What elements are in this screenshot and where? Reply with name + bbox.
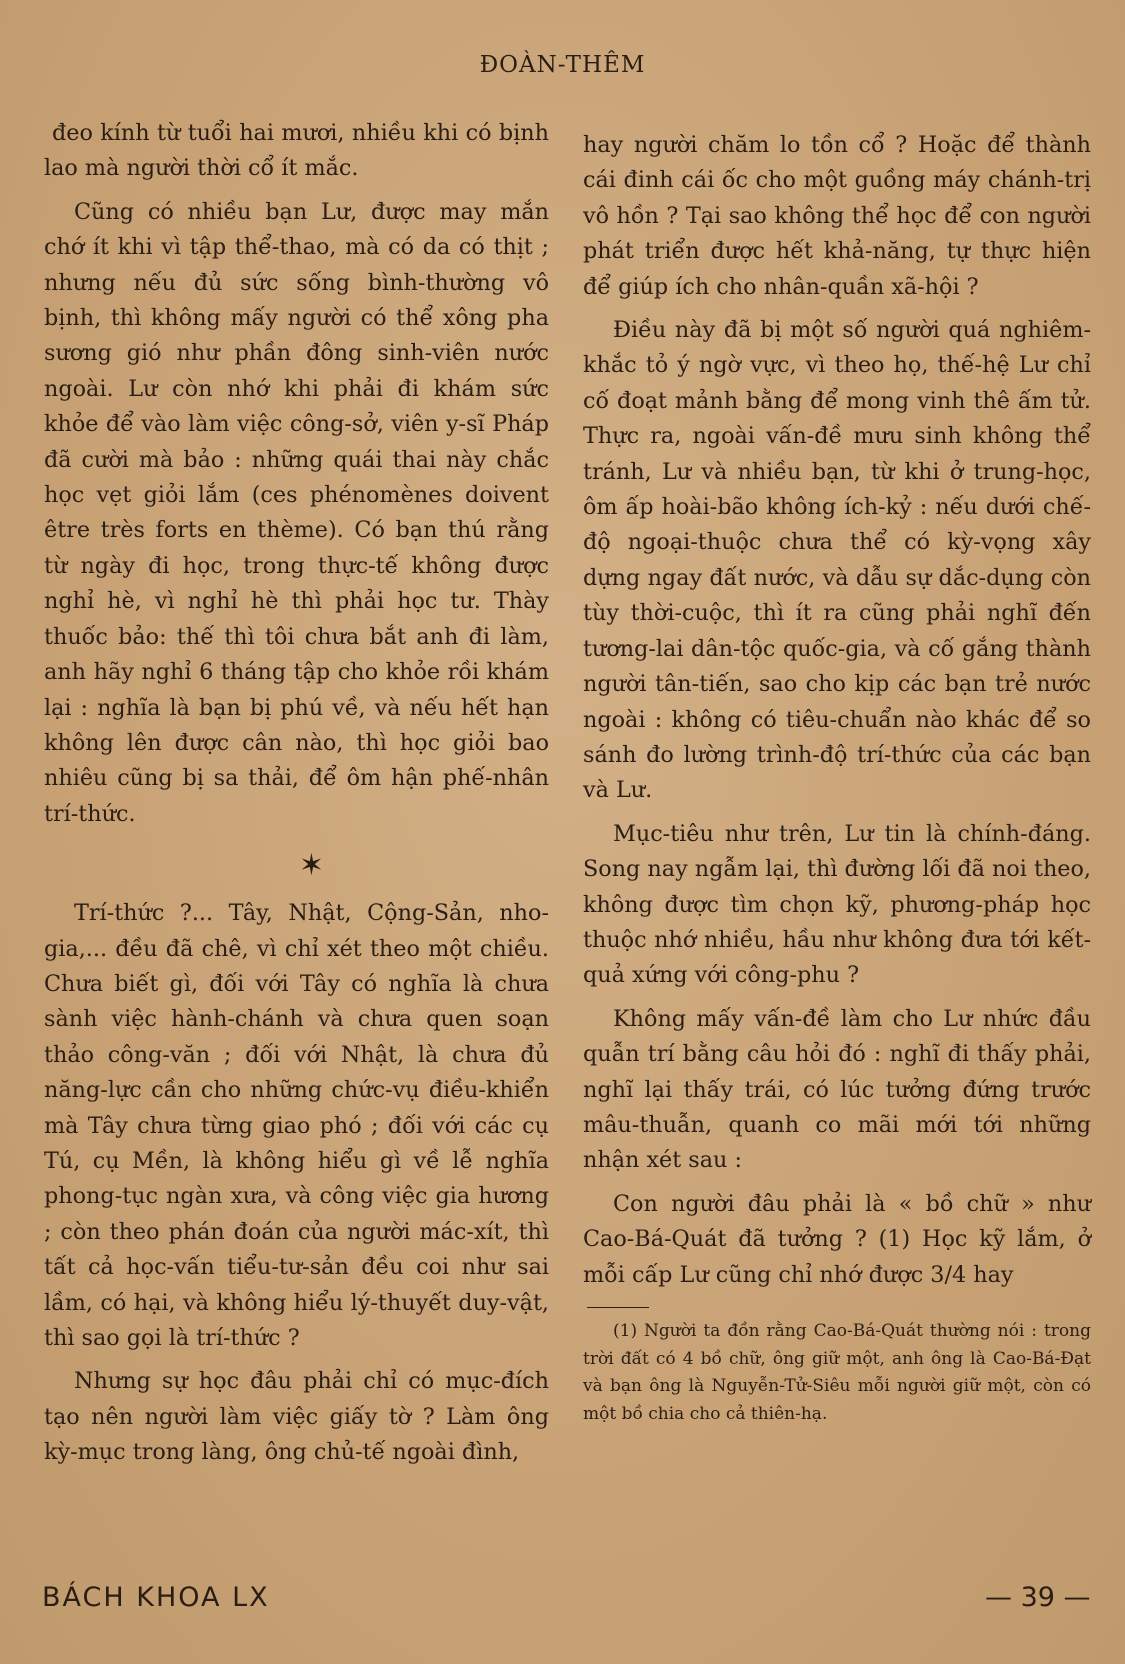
right-paragraph-5: Con người đâu phải là « bồ chữ » như Cao-Bá-Quát đã tưởng ? (1) Học kỹ lắm, ở mỗi cấp Lư cũng chỉ nhớ được 3/4 hay — [583, 1190, 1091, 1288]
left-paragraph-1: đeo kính từ tuổi hai mươi, nhiều khi có bịnh lao mà người thời cổ ít mắc. — [44, 120, 549, 182]
running-title: ĐOÀN-THÊM — [479, 52, 646, 78]
right-column — [583, 128, 1091, 1436]
right-paragraph-1: hay người chăm lo tồn cổ ? Hoặc để thành cái đinh cái ốc cho một guồng máy chánh-trị vô hồn ? Tại sao không thể học để con người phát triển được hết khả-năng, tự thực hiện để giúp ích cho nhân-quần xã-hội ? — [583, 132, 1091, 300]
section-separator-star: ✶ — [298, 848, 325, 884]
right-paragraph-3: Mục-tiêu như trên, Lư tin là chính-đáng. Song nay ngẫm lại, thì đường lối đã noi theo, không được tìm chọn kỹ, phương-pháp học thuộc nhớ nhiều, hầu như không đưa tới kết-quả xứng với công-phu ? — [583, 820, 1092, 989]
right-paragraph-2: Điều này đã bị một số người quá nghiêm-khắc tỏ ý ngờ vực, vì theo họ, thế-hệ Lư chỉ cố đoạt mảnh bằng để mong vinh thê ấm tử. Thực ra, ngoài vấn-đề mưu sinh không thể tránh, Lư và nhiều bạn, từ khi ở trung-học, ôm ấp hoài-bão không ích-kỷ : nếu dưới chế-độ ngoại-thuộc chưa thể có kỳ-vọng xây dựng ngay đất nước, và dẫu sự dắc-dụng còn tùy thời-cuộc, thì ít ra cũng phải nghĩ đến tương-lai dân-tộc quốc-gia, và cố gắng thành người tân-tiến, sao cho kịp các bạn trẻ nước ngoài : không có tiêu-chuẩn nào khác để so sánh đo lường trình-độ trí-thức của các bạn và Lư. — [583, 317, 1091, 804]
left-paragraph-4: Nhưng sự học đâu phải chỉ có mục-đích tạo nên người làm việc giấy tờ ? Làm ông kỳ-mục trong làng, ông chủ-tế ngoài đình, — [44, 1368, 549, 1466]
left-paragraph-2: Cũng có nhiều bạn Lư, được may mắn chớ ít khi vì tập thể-thao, mà có da có thịt ; nhưng nếu đủ sức sống bình-thường vô bịnh, thì không mấy người có thể xông pha sương gió như phần đông sinh-viên nước ngoài. Lư còn nhớ khi phải đi khám sức khỏe để vào làm việc công-sở, viên y-sĩ Pháp đã cười mà bảo : những quái thai này chắc học vẹt giỏi lắm (ces phénomènes doivent être très forts en thème). Có bạn thú rằng từ ngày đi học, trong thực-tế không được nghỉ hè, vì nghỉ hè thì phải học tư. Thày thuốc bảo: thế thì tôi chưa bắt anh đi làm, anh hãy nghỉ 6 tháng tập cho khỏe rồi khám lại : nghĩa là bạn bị phú về, và nếu hết hạn không lên được cân nào, thì học giỏi bao nhiêu cũng bị sa thải, để ôm hận phế-nhân trí-thức. — [44, 198, 549, 827]
right-paragraph-4: Không mấy vấn-đề làm cho Lư nhức đầu quẫn trí bằng câu hỏi đó : nghĩ đi thấy phải, nghĩ lại thấy trái, có lúc tưởng đứng trước mâu-thuẫn, quanh co mãi mới tới những nhận xét sau : — [583, 1005, 1091, 1174]
footnote: (1) Người ta đồn rằng Cao-Bá-Quát thường nói : trong trời đất có 4 bồ chữ, ông giữ một, anh ông là Cao-Bá-Đạt và bạn ông là Nguyễn-Tử-Siêu mỗi người giữ một, còn có một bồ chia cho cả thiên-hạ. — [583, 1321, 1091, 1424]
footnote-rule — [587, 1307, 649, 1308]
magazine-footer: BÁCH KHOA LX — [42, 1582, 270, 1613]
left-column — [44, 116, 549, 1479]
left-paragraph-3: Trí-thức ?... Tây, Nhật, Cộng-Sản, nho-gia,... đều đã chê, vì chỉ xét theo một chiều. Chưa biết gì, đối với Tây có nghĩa là chưa sành việc hành-chánh và chưa quen soạn thảo công-văn ; đối với Nhật, là chưa đủ năng-lực cần cho những chức-vụ điều-khiển mà Tây chưa từng giao phó ; đối với các cụ Tú, cụ Mền, là không hiểu gì về lễ nghĩa phong-tục ngàn xưa, và công việc gia hương ; còn theo phán đoán của người mác-xít, thì tất cả học-vấn tiểu-tư-sản đều coi như sai lầm, có hại, và không hiểu lý-thuyết duy-vật, thì sao gọi là trí-thức ? — [44, 900, 549, 1351]
page-number: — 39 — — [985, 1582, 1091, 1613]
